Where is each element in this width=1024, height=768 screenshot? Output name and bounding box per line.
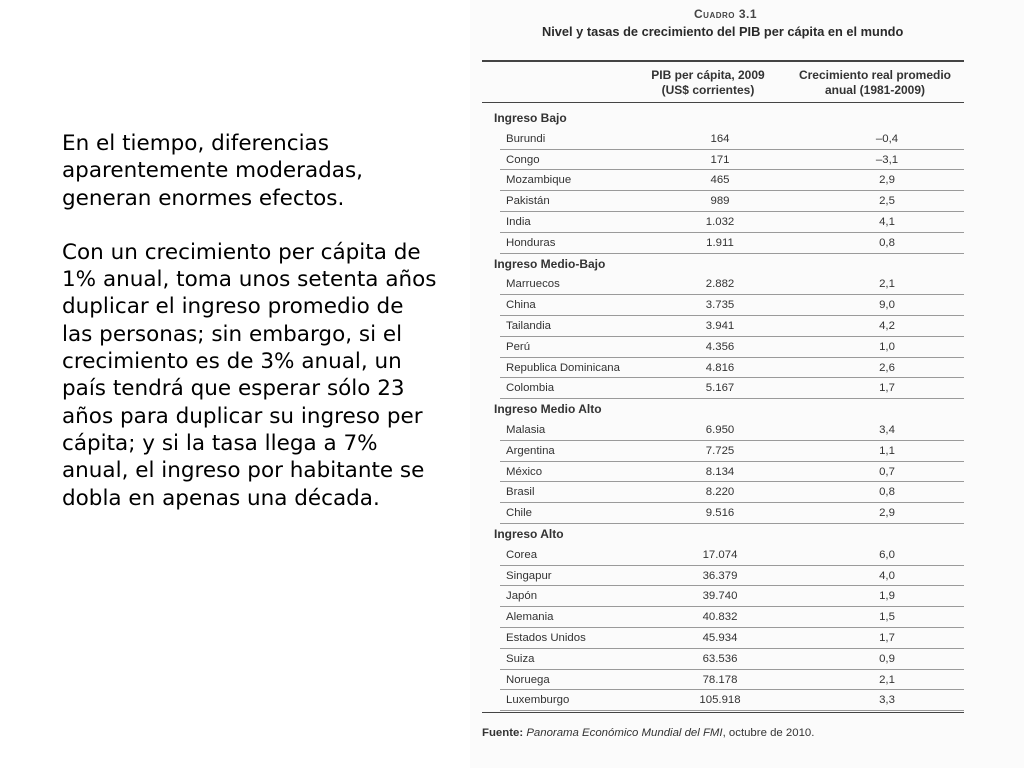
table-row [482, 482, 964, 503]
table-row [482, 607, 964, 628]
row-divider [500, 398, 964, 399]
country-cell: Argentina [506, 444, 555, 457]
column-header-growth-line2: anual (1981-2009) [824, 83, 926, 97]
gdp-cell: 78.178 [702, 673, 738, 686]
country-cell: Japón [506, 590, 538, 603]
growth-cell: 0,7 [879, 465, 895, 478]
group-title: Ingreso Bajo [494, 111, 567, 125]
growth-cell: 0,9 [879, 652, 895, 665]
column-header-gdp [638, 68, 778, 98]
top-rule [482, 60, 964, 62]
source-label: Fuente: [482, 727, 524, 739]
gdp-cell: 45.934 [702, 631, 738, 644]
growth-cell: 6,0 [879, 548, 895, 561]
column-header-growth-line1: Crecimiento real promedio [798, 68, 952, 82]
scanned-table [470, 0, 1024, 768]
row-divider [500, 523, 964, 524]
growth-cell: 9,0 [879, 299, 895, 312]
growth-cell: 3,3 [879, 694, 895, 707]
table-row [482, 545, 964, 566]
table-row [482, 420, 964, 441]
table-row [482, 441, 964, 462]
gdp-cell: 8.220 [705, 486, 735, 499]
table-row [482, 670, 964, 691]
table-row [482, 274, 964, 295]
country-cell: Congo [506, 153, 540, 166]
growth-cell: 4,0 [879, 569, 895, 582]
growth-cell: 2,5 [879, 195, 895, 208]
table-row [482, 316, 964, 337]
gdp-cell: 36.379 [702, 569, 738, 582]
group-title: Ingreso Medio Alto [494, 402, 602, 417]
country-cell: Colombia [506, 382, 555, 395]
table-row [482, 233, 964, 254]
growth-cell: 1,9 [879, 590, 895, 603]
row-divider [500, 710, 964, 711]
growth-cell: 0,8 [879, 486, 895, 499]
table-body [482, 108, 964, 711]
growth-cell: –3,1 [875, 153, 899, 166]
growth-cell: 1,7 [879, 382, 895, 395]
country-cell: Estados Unidos [506, 631, 586, 644]
row-divider [500, 253, 964, 254]
country-cell: Singapur [506, 569, 552, 582]
table-row [482, 170, 964, 191]
column-header-gdp-line2: (US$ corrientes) [661, 83, 755, 97]
growth-cell: 4,2 [879, 319, 895, 332]
slide-text [62, 130, 438, 512]
country-cell: Perú [506, 340, 531, 353]
country-cell: México [506, 465, 543, 478]
country-cell: Tailandia [506, 319, 551, 332]
column-header-growth [790, 68, 960, 98]
growth-cell: –0,4 [875, 132, 899, 145]
gdp-cell: 8.134 [705, 465, 735, 478]
growth-cell: 2,1 [879, 278, 895, 291]
gdp-cell: 164 [710, 132, 730, 145]
gdp-cell: 5.167 [705, 382, 735, 395]
bottom-rule [482, 712, 964, 713]
country-cell: Corea [506, 548, 538, 561]
gdp-cell: 2.882 [705, 278, 735, 291]
table-row [482, 295, 964, 316]
growth-cell: 2,9 [879, 507, 895, 520]
column-header-gdp-line1: PIB per cápita, 2009 [651, 68, 765, 82]
gdp-cell: 39.740 [702, 590, 738, 603]
table-row [482, 337, 964, 358]
country-cell: Luxemburgo [506, 694, 570, 707]
table-row [482, 150, 964, 171]
table-title: Nivel y tasas de crecimiento del PIB per cápita en el mundo [542, 24, 904, 39]
table-row [482, 586, 964, 607]
source-title: Panorama Económico Mundial del FMI [526, 727, 723, 739]
growth-cell: 3,4 [879, 423, 895, 436]
gdp-cell: 7.725 [705, 444, 735, 457]
gdp-cell: 105.918 [699, 694, 741, 707]
table-row [482, 566, 964, 587]
country-cell: Noruega [506, 673, 550, 686]
growth-cell: 1,0 [879, 340, 895, 353]
country-cell: Honduras [506, 236, 556, 249]
table-row [482, 191, 964, 212]
table-row [482, 628, 964, 649]
gdp-cell: 9.516 [705, 507, 735, 520]
country-cell: Mozambique [506, 174, 572, 187]
growth-cell: 0,8 [879, 236, 895, 249]
country-cell: Alemania [506, 611, 554, 624]
table-row [482, 503, 964, 524]
source-date: , octubre de 2010. [722, 727, 815, 739]
growth-cell: 2,1 [879, 673, 895, 686]
growth-cell: 4,1 [879, 215, 895, 228]
country-cell: Brasil [506, 486, 535, 499]
country-cell: Marruecos [506, 278, 560, 291]
table-row [482, 649, 964, 670]
group-title: Ingreso Alto [494, 526, 564, 541]
gdp-cell: 6.950 [705, 423, 735, 436]
group-title: Ingreso Medio-Bajo [494, 256, 606, 271]
country-cell: Pakistán [506, 195, 550, 208]
country-cell: Republica Dominicana [506, 361, 620, 374]
growth-cell: 1,1 [879, 444, 895, 457]
gdp-cell: 3.735 [705, 299, 735, 312]
gdp-cell: 3.941 [705, 319, 735, 332]
growth-cell: 2,9 [879, 174, 895, 187]
country-cell: Malasia [506, 423, 546, 436]
growth-paragraph: Con un crecimiento per cápita de 1% anual, toma unos setenta años duplicar el ingreso promedio de las personas; sin embargo, si el crecimiento es de 3% anual, un país tendrá que esperar sólo 23 años para duplicar su ingreso per cápita; y si la tasa llega a 7% anual, el ingreso por habitante se dobla en apenas una década. [62, 239, 437, 511]
table-source [482, 727, 814, 739]
gdp-cell: 171 [710, 153, 730, 166]
country-cell: China [506, 299, 536, 312]
table-row [482, 690, 964, 711]
table-caption: Cuadro 3.1 [694, 7, 758, 21]
table-row [482, 358, 964, 379]
gdp-cell: 17.074 [702, 548, 738, 561]
gdp-cell: 465 [710, 174, 730, 187]
header-rule [482, 102, 964, 103]
table-row [482, 378, 964, 399]
intro-paragraph: En el tiempo, diferencias aparentemente moderadas, generan enormes efectos. [62, 131, 364, 211]
country-cell: Suiza [506, 652, 535, 665]
gdp-cell: 4.816 [705, 361, 735, 374]
country-cell: Chile [506, 507, 532, 520]
table-row [482, 129, 964, 150]
gdp-cell: 63.536 [702, 652, 738, 665]
growth-cell: 1,5 [879, 611, 895, 624]
growth-cell: 2,6 [879, 361, 895, 374]
country-cell: Burundi [506, 132, 546, 145]
country-cell: India [506, 215, 531, 228]
growth-cell: 1,7 [879, 631, 895, 644]
table-row [482, 212, 964, 233]
gdp-cell: 40.832 [702, 611, 738, 624]
gdp-cell: 989 [710, 195, 730, 208]
gdp-cell: 1.032 [705, 215, 735, 228]
gdp-cell: 1.911 [706, 236, 734, 249]
table-row [482, 462, 964, 483]
gdp-cell: 4.356 [705, 340, 735, 353]
